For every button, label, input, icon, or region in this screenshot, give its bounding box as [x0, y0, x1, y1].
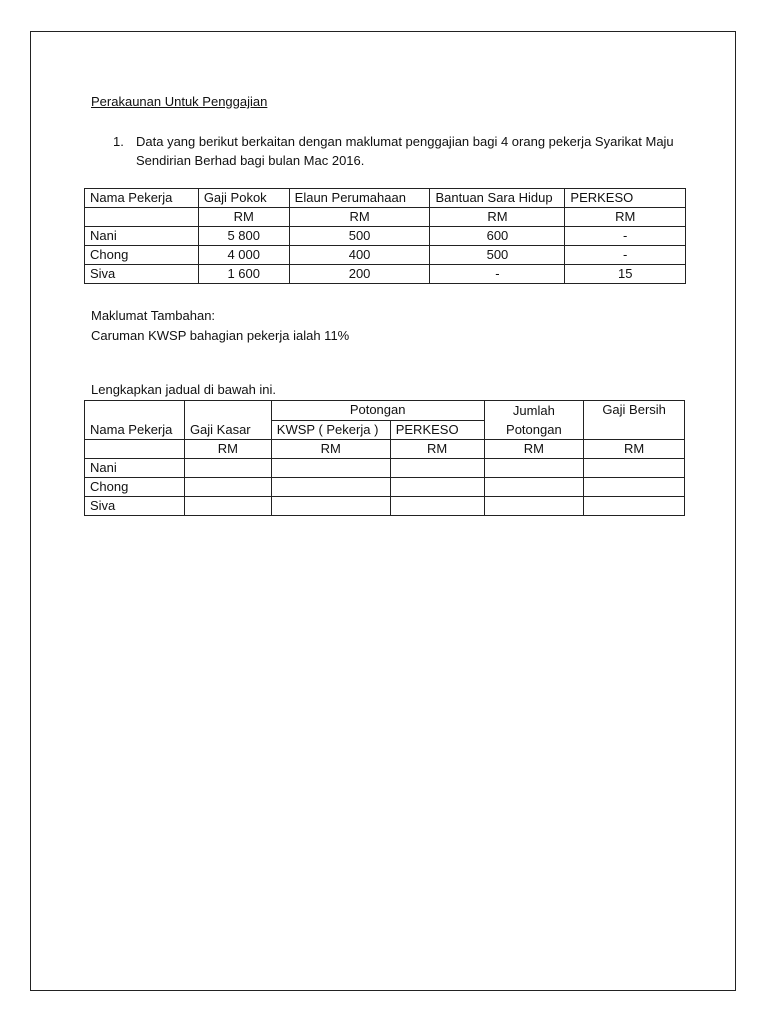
empty-answer-cell: [584, 478, 685, 497]
table-row: [85, 227, 686, 246]
table-row: [85, 246, 686, 265]
table-row: [85, 478, 685, 497]
question-number: 1.: [113, 134, 124, 149]
header-jumlah-potongan: Jumlah Potongan: [484, 401, 584, 440]
empty-answer-cell: [390, 459, 484, 478]
unit-cell: RM: [565, 208, 686, 227]
unit-cell: RM: [390, 440, 484, 459]
header-nama-pekerja: Nama Pekerja: [85, 189, 199, 208]
header-perkeso: PERKESO: [390, 420, 484, 440]
empty-answer-cell: [271, 459, 390, 478]
table-cell: -: [565, 246, 686, 265]
table-cell: 1 600: [198, 265, 289, 284]
table-row: [85, 497, 685, 516]
unit-cell: RM: [198, 208, 289, 227]
empty-answer-cell: [390, 478, 484, 497]
header-kwsp-pekerja: KWSP ( Pekerja ): [271, 420, 390, 440]
table-header-row: [85, 189, 686, 208]
payroll-data-table: [84, 188, 686, 284]
question-text: Data yang berikut berkaitan dengan maklumat penggajian bagi 4 orang pekerja Syarikat Maju Sendirian Berhad bagi bulan Mac 2016.: [136, 134, 674, 168]
empty-answer-cell: [484, 497, 584, 516]
header-perkeso: PERKESO: [565, 189, 686, 208]
header-gaji-bersih: Gaji Bersih: [584, 401, 685, 440]
header-gaji-pokok: Gaji Pokok: [198, 189, 289, 208]
empty-answer-cell: [184, 478, 271, 497]
empty-answer-cell: [271, 497, 390, 516]
unit-cell: RM: [184, 440, 271, 459]
instruction-text: Lengkapkan jadual di bawah ini.: [91, 382, 277, 397]
payroll-answer-table: [84, 400, 685, 516]
table-cell: 500: [289, 227, 430, 246]
table-cell: 5 800: [198, 227, 289, 246]
header-elaun-perumahaan: Elaun Perumahaan: [289, 189, 430, 208]
unit-cell: RM: [271, 440, 390, 459]
table-row: [85, 459, 685, 478]
employee-name: Nani: [85, 459, 185, 478]
info-heading: Maklumat Tambahan:: [91, 308, 216, 323]
empty-answer-cell: [184, 459, 271, 478]
empty-answer-cell: [584, 497, 685, 516]
empty-answer-cell: [184, 497, 271, 516]
table-header-row: [85, 401, 685, 421]
employee-name: Chong: [85, 478, 185, 497]
header-bantuan-sara-hidup: Bantuan Sara Hidup: [430, 189, 565, 208]
header-potongan: Potongan: [271, 401, 484, 421]
table-cell: 4 000: [198, 246, 289, 265]
table-cell: 15: [565, 265, 686, 284]
header-gaji-kasar: Gaji Kasar: [184, 401, 271, 440]
unit-cell: RM: [289, 208, 430, 227]
unit-cell: RM: [484, 440, 584, 459]
unit-cell: RM: [584, 440, 685, 459]
empty-answer-cell: [484, 478, 584, 497]
empty-answer-cell: [484, 459, 584, 478]
employee-name: Siva: [85, 497, 185, 516]
table-unit-row: [85, 208, 686, 227]
empty-answer-cell: [271, 478, 390, 497]
table-cell: 400: [289, 246, 430, 265]
additional-info: [91, 306, 349, 346]
employee-name: Chong: [85, 246, 199, 265]
table-cell: 600: [430, 227, 565, 246]
unit-cell: [85, 208, 199, 227]
table-cell: -: [565, 227, 686, 246]
unit-cell: [85, 440, 185, 459]
table-cell: 500: [430, 246, 565, 265]
empty-answer-cell: [390, 497, 484, 516]
empty-answer-cell: [584, 459, 685, 478]
question-1: [113, 132, 703, 170]
table-row: [85, 265, 686, 284]
table-cell: 200: [289, 265, 430, 284]
unit-cell: RM: [430, 208, 565, 227]
header-nama-pekerja: Nama Pekerja: [85, 401, 185, 440]
table-cell: -: [430, 265, 565, 284]
table-unit-row: [85, 440, 685, 459]
info-text: Caruman KWSP bahagian pekerja ialah 11%: [91, 328, 350, 343]
document-title: Perakaunan Untuk Penggajian: [91, 94, 268, 109]
employee-name: Siva: [85, 265, 199, 284]
employee-name: Nani: [85, 227, 199, 246]
